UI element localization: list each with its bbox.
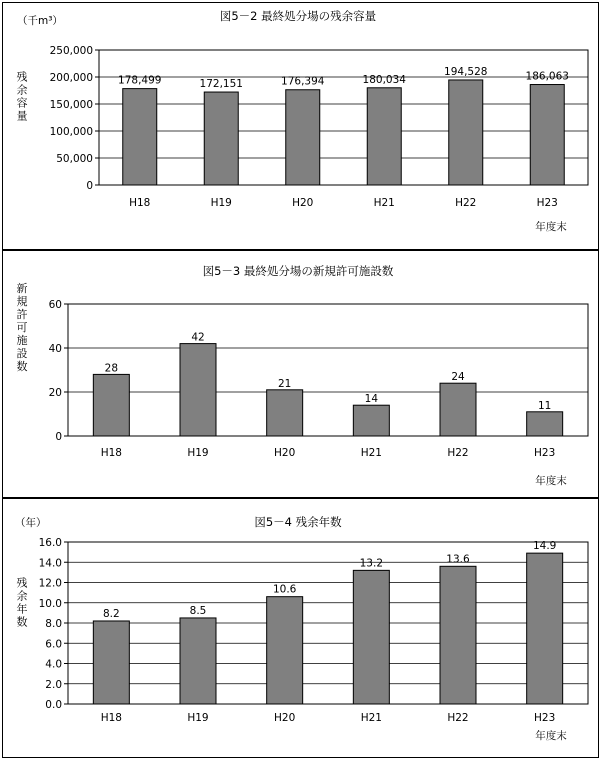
chart-panel-remaining-years xyxy=(2,498,599,758)
chart-panel-remaining-capacity xyxy=(2,2,599,250)
bar xyxy=(93,621,129,704)
data-label: 14.9 xyxy=(532,540,557,553)
bar xyxy=(286,90,320,185)
y-axis-label: 残余年数 xyxy=(16,576,28,629)
x-tick-label: H19 xyxy=(187,712,209,724)
data-label: 42 xyxy=(191,331,205,344)
x-tick-label: H22 xyxy=(447,712,469,724)
y-tick-label: 0.0 xyxy=(45,699,62,711)
x-tick-label: H20 xyxy=(274,712,296,724)
data-label: 178,499 xyxy=(118,74,162,87)
x-axis-label: 年度末 xyxy=(535,221,567,233)
bar xyxy=(353,405,389,436)
y-tick-label: 14.0 xyxy=(38,557,62,570)
x-tick-label: H21 xyxy=(373,197,395,209)
y-tick-label: 4.0 xyxy=(45,658,62,671)
remaining-capacity-chart xyxy=(3,3,598,249)
remaining-years-chart xyxy=(3,499,598,757)
bar xyxy=(449,80,483,185)
y-tick-label: 200,000 xyxy=(49,72,93,84)
y-tick-label: 20 xyxy=(48,387,62,399)
x-axis-label: 年度末 xyxy=(535,475,567,487)
bar xyxy=(367,88,401,185)
x-tick-label: H18 xyxy=(100,447,122,459)
data-label: 172,151 xyxy=(199,78,243,91)
bar xyxy=(93,374,129,436)
y-tick-label: 0 xyxy=(55,431,62,443)
data-label: 176,394 xyxy=(281,75,325,88)
data-label: 10.6 xyxy=(272,583,297,596)
plot-area xyxy=(99,50,588,185)
bar xyxy=(527,412,563,436)
y-tick-label: 250,000 xyxy=(49,45,93,57)
x-tick-label: H18 xyxy=(129,197,151,209)
x-tick-label: H21 xyxy=(360,447,382,459)
bar xyxy=(267,597,303,704)
y-tick-label: 8.0 xyxy=(45,618,62,630)
x-tick-label: H19 xyxy=(187,447,209,459)
new-permits-chart xyxy=(3,251,598,497)
y-tick-label: 10.0 xyxy=(38,597,62,610)
data-label: 21 xyxy=(277,377,292,390)
bar xyxy=(530,85,564,185)
y-tick-label: 100,000 xyxy=(49,126,93,138)
x-tick-label: H20 xyxy=(274,447,296,459)
y-tick-label: 40 xyxy=(48,343,62,355)
chart-panel-new-permits xyxy=(2,250,599,498)
unit-label: （千m³） xyxy=(17,15,63,27)
bar xyxy=(527,553,563,704)
bar xyxy=(267,390,303,436)
y-tick-label: 16.0 xyxy=(38,537,62,549)
bar xyxy=(440,566,476,704)
chart-title: 図5－2 最終処分場の残余容量 xyxy=(219,9,377,23)
y-tick-label: 2.0 xyxy=(45,678,62,691)
bar xyxy=(440,383,476,436)
data-label: 13.2 xyxy=(359,557,384,570)
y-tick-label: 12.0 xyxy=(38,577,62,590)
x-tick-label: H22 xyxy=(447,447,469,459)
data-label: 180,034 xyxy=(362,73,406,86)
bar xyxy=(353,570,389,704)
data-label: 13.6 xyxy=(446,553,470,566)
y-tick-label: 50,000 xyxy=(56,153,93,165)
y-tick-label: 150,000 xyxy=(49,99,93,111)
data-label: 24 xyxy=(451,371,465,384)
plot-area xyxy=(68,304,588,436)
x-tick-label: H21 xyxy=(360,712,382,724)
y-axis-label: 残余容量 xyxy=(16,70,28,123)
data-label: 14 xyxy=(364,393,379,406)
bar xyxy=(204,92,238,185)
data-label: 8.5 xyxy=(189,604,207,617)
data-label: 8.2 xyxy=(102,607,120,620)
x-tick-label: H19 xyxy=(210,197,232,209)
y-axis-label: 新規許可施設数 xyxy=(16,282,28,373)
chart-title: 図5－3 最終処分場の新規許可施設数 xyxy=(202,264,394,278)
data-label: 194,528 xyxy=(444,65,488,78)
bar xyxy=(123,89,157,185)
x-tick-label: H23 xyxy=(536,197,558,209)
y-tick-label: 0 xyxy=(86,180,93,192)
x-tick-label: H23 xyxy=(534,447,556,459)
x-tick-label: H20 xyxy=(292,197,314,209)
y-tick-label: 6.0 xyxy=(45,638,62,651)
data-label: 186,063 xyxy=(525,70,569,83)
x-tick-label: H22 xyxy=(455,197,477,209)
data-label: 28 xyxy=(104,362,119,375)
x-tick-label: H23 xyxy=(534,712,556,724)
x-tick-label: H18 xyxy=(100,712,122,724)
unit-label: （年） xyxy=(15,517,47,529)
bar xyxy=(180,344,216,436)
data-label: 11 xyxy=(537,399,552,412)
y-tick-label: 60 xyxy=(48,299,62,311)
x-axis-label: 年度末 xyxy=(535,730,567,742)
chart-title: 図5－4 残余年数 xyxy=(254,515,342,529)
bar xyxy=(180,618,216,704)
